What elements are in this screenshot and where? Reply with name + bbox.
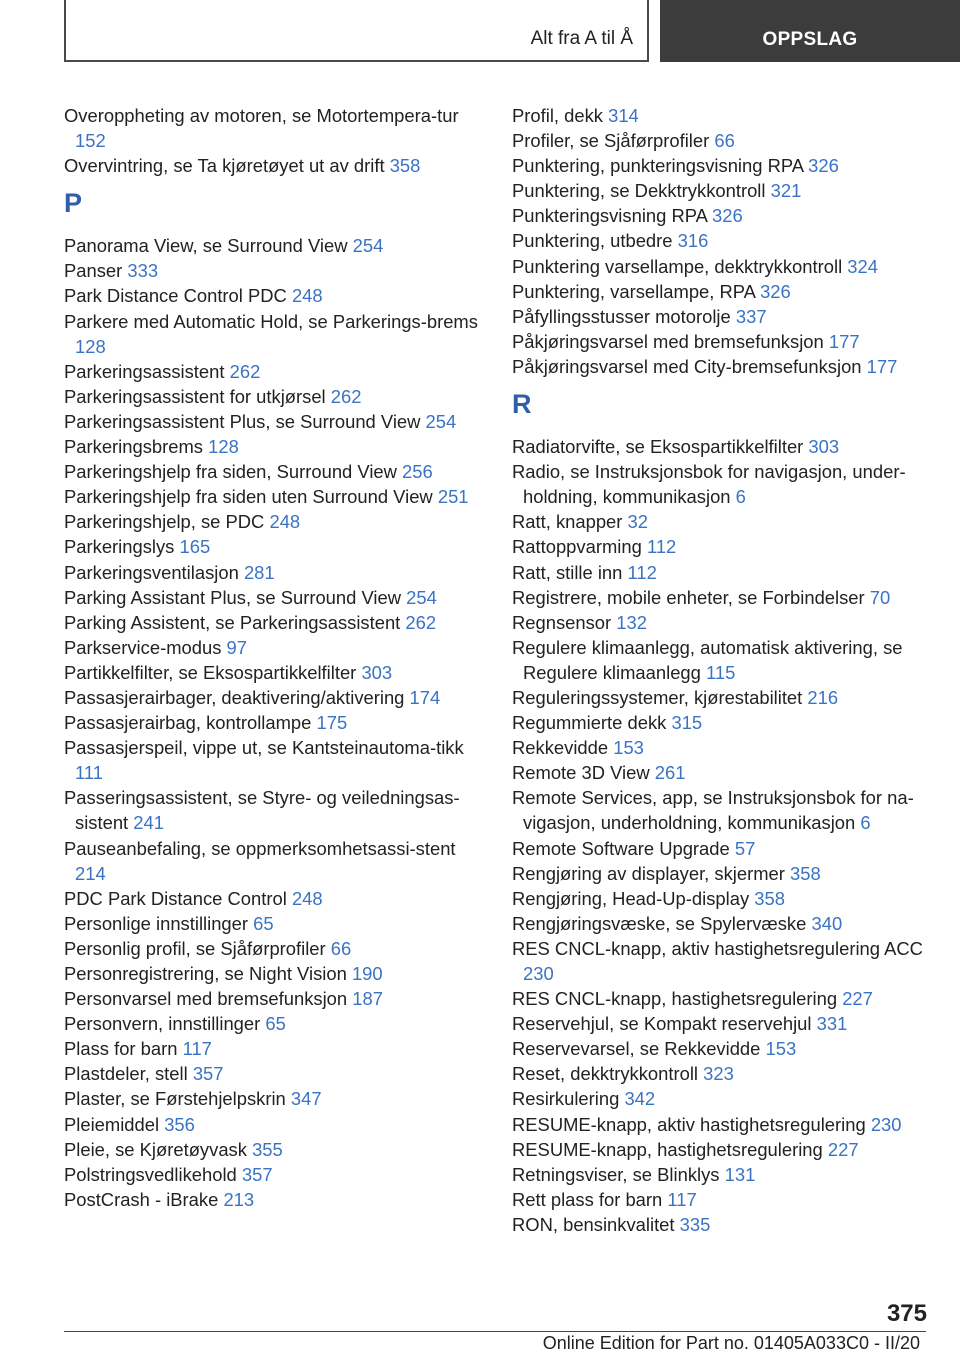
index-entry-page-link[interactable]: 335 xyxy=(679,1213,711,1235)
index-entry-page-link[interactable]: 357 xyxy=(192,1063,224,1085)
chapter-title: OPPSLAG xyxy=(762,29,858,50)
index-entry-page-link[interactable]: 230 xyxy=(523,963,554,984)
index-entry-page-link[interactable]: 321 xyxy=(770,180,802,202)
index-entry-text: Parkeringsassistent Plus, se Surround View xyxy=(64,410,421,432)
index-entry-text: Ratt, knapper xyxy=(512,511,623,533)
index-entry xyxy=(64,283,484,308)
index-entry xyxy=(64,1137,484,1162)
index-entry xyxy=(64,409,484,434)
index-entry-page-link[interactable]: 326 xyxy=(808,155,839,177)
index-entry-page-link[interactable]: 117 xyxy=(667,1188,697,1210)
index-entry xyxy=(512,836,932,861)
index-entry-page-link[interactable]: 248 xyxy=(291,887,323,909)
index-entry-page-link[interactable]: 190 xyxy=(351,963,383,984)
index-entry-text: Parkeringsassistent for utkjørsel xyxy=(64,385,326,407)
index-entry-text: Påkjøringsvarsel med bremsefunksjon xyxy=(512,330,824,352)
index-entry xyxy=(64,1112,484,1137)
index-entry xyxy=(512,1061,932,1086)
index-entry-text: Rengjøringsvæske, se Spylervæske xyxy=(512,912,807,934)
index-entry xyxy=(64,660,484,685)
index-entry xyxy=(512,861,932,886)
index-entry-text: Pleie, se Kjøretøyvask xyxy=(64,1138,247,1160)
index-entry xyxy=(64,710,484,735)
index-entry-page-link[interactable]: 153 xyxy=(765,1038,797,1060)
index-entry xyxy=(512,178,932,203)
index-entry-page-link[interactable]: 358 xyxy=(754,887,785,909)
index-entry-text: Regulere klimaanlegg, automatisk aktivering, se Regulere klimaanlegg xyxy=(512,636,903,683)
index-entry xyxy=(64,1086,484,1111)
index-entry-text: Plaster, se Førstehjelpskrin xyxy=(64,1088,286,1110)
index-entry xyxy=(64,233,484,258)
index-letter-heading: P xyxy=(64,188,83,219)
header-chapter-tab xyxy=(660,0,960,62)
index-entry xyxy=(512,785,932,835)
index-entry-text: Park Distance Control PDC xyxy=(64,285,287,307)
index-entry-text: Reservevarsel, se Rekkevidde xyxy=(512,1038,761,1060)
index-entry-page-link[interactable]: 70 xyxy=(869,586,891,608)
index-entry xyxy=(64,836,484,886)
index-entry-text: Reservehjul, se Kompakt reservehjul xyxy=(512,1013,812,1035)
index-entry-text: RON, bensinkvalitet xyxy=(512,1213,675,1235)
index-entry xyxy=(512,153,932,178)
index-entry-text: Regnsensor xyxy=(512,611,612,633)
index-entry-text: Radio, se Instruksjonsbok for navigasjon, under-holdning, kommunikasjon xyxy=(512,461,906,508)
index-entry-page-link[interactable]: 323 xyxy=(703,1063,734,1085)
index-entry-text: Plastdeler, stell xyxy=(64,1063,188,1085)
index-entry-page-link[interactable]: 115 xyxy=(706,661,736,683)
index-entry-text: Plass for barn xyxy=(64,1038,178,1060)
index-entry-text: RESUME-knapp, hastighetsregulering xyxy=(512,1138,823,1160)
index-entry xyxy=(512,203,932,228)
index-entry-text: Parkeringshjelp fra siden uten Surround View xyxy=(64,486,433,508)
index-entry-page-link[interactable]: 254 xyxy=(425,410,457,432)
index-entry-text: Parkere med Automatic Hold, se Parkerings-brems xyxy=(64,310,478,332)
index-entry-text: Partikkelfilter, se Eksospartikkelfilter xyxy=(64,661,357,683)
index-entry xyxy=(64,735,484,785)
index-entry-page-link[interactable]: 262 xyxy=(229,360,261,382)
index-entry xyxy=(64,103,484,153)
index-entry-text: Registrere, mobile enheter, se Forbindelser xyxy=(512,586,865,608)
index-entry-page-link[interactable]: 347 xyxy=(290,1088,322,1110)
index-entry-text: Passasjerspeil, vippe ut, se Kantsteinautoma-tikk xyxy=(64,737,464,759)
index-entry-page-link[interactable]: 355 xyxy=(252,1138,283,1160)
index-entry xyxy=(512,509,932,534)
page-number: 375 xyxy=(886,1300,927,1327)
index-entry xyxy=(64,434,484,459)
index-entry xyxy=(64,961,484,986)
index-entry-page-link[interactable]: 177 xyxy=(866,355,898,377)
index-entry-page-link[interactable]: 117 xyxy=(182,1038,212,1060)
footer-edition-text: Online Edition for Part no. 01405A033C0 - II/20 xyxy=(542,1333,920,1353)
index-entry xyxy=(512,735,932,760)
index-entry xyxy=(512,560,932,585)
index-entry-text: Radiatorvifte, se Eksospartikkelfilter xyxy=(512,436,804,458)
index-entry xyxy=(64,359,484,384)
index-entry-text: Parkeringshjelp, se PDC xyxy=(64,511,265,533)
index-entry-page-link[interactable]: 358 xyxy=(389,155,421,177)
index-entry-page-link[interactable]: 230 xyxy=(870,1113,902,1135)
index-entry xyxy=(512,760,932,785)
index-entry xyxy=(64,635,484,660)
index-entry-page-link[interactable]: 251 xyxy=(437,486,469,508)
index-entry-page-link[interactable]: 187 xyxy=(352,988,383,1010)
index-entry-page-link[interactable]: 175 xyxy=(316,712,348,734)
index-entry-page-link[interactable]: 326 xyxy=(760,280,791,302)
index-entry-page-link[interactable]: 342 xyxy=(624,1088,656,1110)
index-entry-page-link[interactable]: 241 xyxy=(133,812,164,834)
footer-divider xyxy=(64,1331,926,1332)
index-entry-text: RES CNCL-knapp, aktiv hastighetsregulering ACC xyxy=(512,937,923,959)
index-entry-text: Parking Assistent, se Parkeringsassistent xyxy=(64,611,401,633)
index-entry xyxy=(512,710,932,735)
index-entry-text: Parkeringsbrems xyxy=(64,436,203,458)
index-entry-page-link[interactable]: 174 xyxy=(409,686,441,708)
index-entry-page-link[interactable]: 177 xyxy=(828,330,860,352)
index-entry xyxy=(64,610,484,635)
index-entry xyxy=(64,459,484,484)
index-entry xyxy=(64,309,484,359)
index-entry xyxy=(512,254,932,279)
header-section-box xyxy=(64,0,649,62)
index-entry-page-link[interactable]: 261 xyxy=(654,762,686,784)
index-entry-text: Parkeringsassistent xyxy=(64,360,225,382)
index-entry-text: PostCrash - iBrake xyxy=(64,1188,219,1210)
index-entry-page-link[interactable]: 333 xyxy=(127,260,159,282)
index-entry-text: Profil, dekk xyxy=(512,105,603,126)
index-entry-page-link[interactable]: 6 xyxy=(735,486,746,508)
index-entry-text: Passasjerairbag, kontrollampe xyxy=(64,712,312,734)
index-entry-page-link[interactable]: 65 xyxy=(265,1013,286,1035)
index-entry-text: Parking Assistant Plus, se Surround View xyxy=(64,586,401,608)
index-entry-text: Punktering, punkteringsvisning RPA xyxy=(512,155,804,177)
index-entry-page-link[interactable]: 356 xyxy=(164,1113,195,1135)
index-entry-page-link[interactable]: 357 xyxy=(241,1163,273,1185)
index-entry-text: Resirkulering xyxy=(512,1088,620,1110)
index-entry xyxy=(512,886,932,911)
index-entry-page-link[interactable]: 213 xyxy=(223,1188,255,1210)
index-entry-page-link[interactable]: 65 xyxy=(253,912,274,934)
index-entry xyxy=(64,384,484,409)
index-entry-text: Pauseanbefaling, se oppmerksomhetsassi-stent xyxy=(64,837,456,859)
index-entry-page-link[interactable]: 358 xyxy=(790,862,821,884)
index-entry-page-link[interactable]: 326 xyxy=(712,205,743,227)
index-entry xyxy=(512,610,932,635)
index-entry-text: Remote Software Upgrade xyxy=(512,837,730,859)
index-letter-heading: R xyxy=(512,389,532,420)
index-entry xyxy=(512,459,932,509)
index-entry-text: Pleiemiddel xyxy=(64,1113,160,1135)
index-entry xyxy=(64,1061,484,1086)
index-column-right xyxy=(512,103,932,1237)
index-entry-page-link[interactable]: 57 xyxy=(734,837,756,859)
index-entry-text: Personregistrering, se Night Vision xyxy=(64,963,347,984)
index-entry-text: Parkeringslys xyxy=(64,536,175,558)
index-entry-text: Punktering, utbedre xyxy=(512,230,673,252)
index-entry-page-link[interactable]: 214 xyxy=(75,862,106,884)
index-entry-text: Påfyllingsstusser motorolje xyxy=(512,305,731,327)
index-entry-page-link[interactable]: 66 xyxy=(330,937,352,959)
index-entry xyxy=(512,1187,932,1212)
index-entry xyxy=(512,354,932,379)
index-entry xyxy=(512,911,932,936)
index-entry-page-link[interactable]: 314 xyxy=(608,105,639,126)
index-entry-page-link[interactable]: 112 xyxy=(646,536,677,558)
index-entry-text: RESUME-knapp, aktiv hastighetsregulering xyxy=(512,1113,866,1135)
index-entry-page-link[interactable]: 111 xyxy=(75,762,103,784)
index-entry xyxy=(512,434,932,459)
index-entry xyxy=(512,228,932,253)
index-entry-text: Reguleringssystemer, kjørestabilitet xyxy=(512,686,803,708)
index-entry-text: Remote Services, app, se Instruksjonsbok for na-vigasjon, underholdning, kommunikasjon xyxy=(512,787,914,834)
index-entry-page-link[interactable]: 262 xyxy=(330,385,362,407)
index-entry-text: Personvern, innstillinger xyxy=(64,1013,261,1035)
index-entry xyxy=(64,509,484,534)
index-entry xyxy=(512,103,932,128)
index-entry xyxy=(512,1011,932,1036)
index-entry xyxy=(512,1212,932,1237)
index-entry xyxy=(512,1137,932,1162)
index-entry-page-link[interactable]: 256 xyxy=(402,461,433,483)
index-entry-page-link[interactable]: 152 xyxy=(75,130,106,152)
index-entry-text: Rett plass for barn xyxy=(512,1188,663,1210)
index-entry-text: Remote 3D View xyxy=(512,762,650,784)
index-entry-page-link[interactable]: 337 xyxy=(735,305,767,327)
index-entry-text: Parkeringsventilasjon xyxy=(64,561,239,583)
index-entry-page-link[interactable]: 132 xyxy=(616,611,647,633)
index-entry-text: RES CNCL-knapp, hastighetsregulering xyxy=(512,988,838,1010)
index-entry xyxy=(512,1036,932,1061)
index-entry-text: Personvarsel med bremsefunksjon xyxy=(64,988,348,1010)
index-entry-text: Punkteringsvisning RPA xyxy=(512,205,707,227)
index-entry-text: PDC Park Distance Control xyxy=(64,887,287,909)
index-entry-page-link[interactable]: 216 xyxy=(807,686,839,708)
index-entry xyxy=(64,1162,484,1187)
index-entry-text: Panorama View, se Surround View xyxy=(64,235,348,257)
index-entry-text: Rengjøring, Head-Up-display xyxy=(512,887,750,909)
index-entry-page-link[interactable]: 248 xyxy=(291,285,323,307)
index-entry-page-link[interactable]: 262 xyxy=(405,611,437,633)
index-entry-page-link[interactable]: 32 xyxy=(627,511,649,533)
index-entry xyxy=(64,484,484,509)
index-entry-text: Polstringsvedlikehold xyxy=(64,1163,237,1185)
index-entry xyxy=(64,560,484,585)
index-entry-page-link[interactable]: 112 xyxy=(627,561,657,583)
section-title: Alt fra A til Å xyxy=(530,28,633,49)
index-entry-page-link[interactable]: 153 xyxy=(613,737,644,759)
index-entry xyxy=(64,1187,484,1212)
index-entry xyxy=(64,534,484,559)
index-entry-text: Ratt, stille inn xyxy=(512,561,623,583)
index-entry xyxy=(512,534,932,559)
index-entry-page-link[interactable]: 128 xyxy=(75,335,106,357)
index-entry xyxy=(512,1086,932,1111)
index-entry-text: Profiler, se Sjåførprofiler xyxy=(512,130,710,152)
index-column-left xyxy=(64,103,484,1212)
index-entry-page-link[interactable]: 227 xyxy=(842,988,873,1010)
index-entry xyxy=(64,911,484,936)
index-entry-text: Punktering varsellampe, dekktrykkontroll xyxy=(512,255,843,277)
index-entry xyxy=(512,1162,932,1187)
index-entry xyxy=(64,1036,484,1061)
index-entry xyxy=(64,585,484,610)
index-entry-page-link[interactable]: 315 xyxy=(671,712,703,734)
index-entry xyxy=(512,635,932,685)
index-entry xyxy=(64,258,484,283)
index-entry-text: Overvintring, se Ta kjøretøyet ut av drift xyxy=(64,155,385,177)
index-entry xyxy=(512,986,932,1011)
index-entry-page-link[interactable]: 316 xyxy=(677,230,709,252)
index-entry-text: Overoppheting av motoren, se Motortempera-tur xyxy=(64,105,459,126)
index-entry xyxy=(64,685,484,710)
index-entry xyxy=(512,1112,932,1137)
index-entry xyxy=(512,329,932,354)
index-entry-page-link[interactable]: 6 xyxy=(860,812,871,834)
index-entry-page-link[interactable]: 248 xyxy=(269,511,301,533)
index-entry-page-link[interactable]: 66 xyxy=(714,130,735,152)
index-entry-page-link[interactable]: 227 xyxy=(827,1138,859,1160)
index-entry-page-link[interactable]: 340 xyxy=(811,912,843,934)
index-entry xyxy=(512,128,932,153)
index-entry xyxy=(64,986,484,1011)
index-entry-page-link[interactable]: 97 xyxy=(226,636,247,658)
index-entry-page-link[interactable]: 303 xyxy=(808,436,840,458)
index-entry-text: Punktering, varsellampe, RPA xyxy=(512,280,755,302)
index-entry xyxy=(512,936,932,986)
index-entry-page-link[interactable]: 303 xyxy=(361,661,393,683)
index-entry xyxy=(64,886,484,911)
index-entry-text: Parkeringshjelp fra siden, Surround View xyxy=(64,461,397,483)
index-entry xyxy=(512,685,932,710)
index-entry xyxy=(64,153,484,178)
index-entry xyxy=(512,279,932,304)
index-entry-page-link[interactable]: 281 xyxy=(243,561,275,583)
index-entry-page-link[interactable]: 331 xyxy=(816,1013,848,1035)
index-entry-text: Personlige innstillinger xyxy=(64,912,249,934)
index-entry xyxy=(512,304,932,329)
index-entry-text: Rekkevidde xyxy=(512,737,609,759)
index-entry-text: Rattoppvarming xyxy=(512,536,642,558)
index-entry-page-link[interactable]: 128 xyxy=(208,436,239,458)
index-entry-text: Parkservice-modus xyxy=(64,636,222,658)
index-entry-page-link[interactable]: 324 xyxy=(847,255,878,277)
index-entry xyxy=(64,1011,484,1036)
index-entry-page-link[interactable]: 254 xyxy=(352,235,384,257)
index-entry-text: Passeringsassistent, se Styre- og veiledningsas-sistent xyxy=(64,787,460,834)
index-entry xyxy=(512,585,932,610)
index-entry-text: Passasjerairbager, deaktivering/aktivering xyxy=(64,686,405,708)
index-entry-text: Panser xyxy=(64,260,123,282)
index-entry xyxy=(64,785,484,835)
index-entry-page-link[interactable]: 254 xyxy=(406,586,437,608)
index-entry-text: Reset, dekktrykkontroll xyxy=(512,1063,699,1085)
index-entry-page-link[interactable]: 131 xyxy=(724,1163,756,1185)
index-entry-text: Punktering, se Dekktrykkontroll xyxy=(512,180,766,202)
index-entry-page-link[interactable]: 165 xyxy=(179,536,211,558)
index-entry-text: Rengjøring av displayer, skjermer xyxy=(512,862,785,884)
index-entry xyxy=(64,936,484,961)
index-entry-text: Retningsviser, se Blinklys xyxy=(512,1163,720,1185)
index-entry-text: Påkjøringsvarsel med City-bremsefunksjon xyxy=(512,355,862,377)
index-entry-text: Personlig profil, se Sjåførprofiler xyxy=(64,937,326,959)
index-entry-text: Regummierte dekk xyxy=(512,712,667,734)
